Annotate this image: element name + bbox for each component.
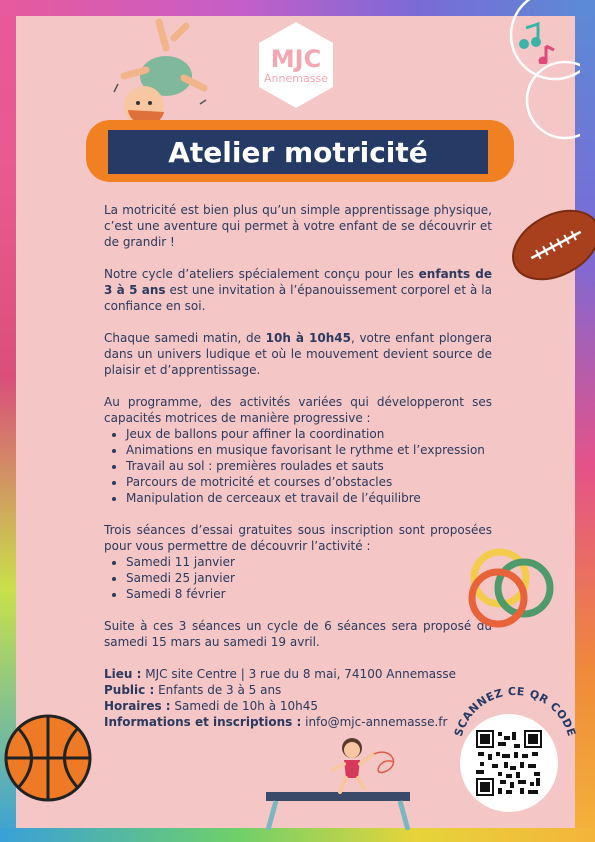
text-span: est une invitation à l’épanouissement corporel et à la confiance en soi. bbox=[104, 283, 492, 313]
list-item: • Samedi 8 février bbox=[126, 586, 492, 602]
program-paragraph: Au programme, des activités variées qui développeront ses capacités motrices de manière progressive : bbox=[104, 395, 492, 425]
info-value: Enfants de 3 à 5 ans bbox=[154, 683, 282, 697]
page-title: Atelier motricité bbox=[108, 130, 488, 174]
list-item: • Samedi 11 janvier bbox=[126, 554, 492, 570]
age-highlight: enfants de 3 à 5 ans bbox=[104, 267, 492, 297]
body-text bbox=[104, 202, 492, 730]
child-cartwheel-illustration bbox=[104, 18, 214, 136]
cycle-paragraph bbox=[104, 266, 492, 314]
info-label: Horaires : bbox=[104, 699, 171, 713]
intro-paragraph: La motricité est bien plus qu’un simple apprentissage physique, c’est une aventure qui permet à votre enfant de se découvrir et de grandir ! bbox=[104, 203, 492, 249]
girl-balance-beam-illustration bbox=[262, 726, 414, 830]
basketball-icon bbox=[2, 712, 94, 804]
list-item: • Travail au sol : premières roulades et sauts bbox=[126, 458, 492, 474]
list-item: • Samedi 25 janvier bbox=[126, 570, 492, 586]
music-notes-icon bbox=[516, 18, 562, 64]
info-value: Samedi de 10h à 10h45 bbox=[170, 699, 319, 713]
mjc-logo bbox=[257, 20, 335, 110]
list-item: • Parcours de motricité et courses d’obstacles bbox=[126, 474, 492, 490]
qr-code[interactable] bbox=[476, 730, 542, 796]
frame-bottom bbox=[0, 828, 595, 842]
contact-email[interactable]: info@mjc-annemasse.fr bbox=[301, 715, 448, 729]
activities-list bbox=[104, 426, 492, 506]
american-football-icon bbox=[506, 200, 595, 290]
trial-paragraph: Trois séances d’essai gratuites sous inscription sont proposées pour vous permettre de découvrir l’activité : bbox=[104, 523, 492, 553]
cycle-dates-paragraph: Suite à ces 3 séances un cycle de 6 séances sera proposé du samedi 15 mars au samedi 19 avril. bbox=[104, 619, 492, 649]
text-span: Notre cycle d’ateliers spécialement conçu pour les bbox=[104, 267, 419, 281]
info-horaires bbox=[104, 698, 492, 714]
svg-text:MJC: MJC bbox=[270, 45, 322, 73]
schedule-paragraph bbox=[104, 330, 492, 378]
list-item: • Jeux de ballons pour affiner la coordination bbox=[126, 426, 492, 442]
info-public bbox=[104, 682, 492, 698]
info-value: MJC site Centre | 3 rue du 8 mai, 74100 Annemasse bbox=[141, 667, 457, 681]
info-lieu bbox=[104, 666, 492, 682]
list-item: • Animations en musique favorisant le rythme et l’expression bbox=[126, 442, 492, 458]
practical-info bbox=[104, 666, 492, 730]
sessions-list bbox=[104, 554, 492, 602]
text-span: , votre enfant plongera dans un univers ludique et où le mouvement devient source de plaisir et d’apprentissage. bbox=[104, 331, 493, 377]
gym-rings-icon bbox=[462, 540, 557, 635]
info-label: Public : bbox=[104, 683, 155, 697]
info-label: Informations et inscriptions : bbox=[104, 715, 302, 729]
svg-text:Annemasse: Annemasse bbox=[264, 72, 328, 85]
svg-text:SCANNEZ CE QR CODE: SCANNEZ CE QR CODE bbox=[451, 684, 579, 739]
info-label: Lieu : bbox=[104, 667, 142, 681]
text-span: Chaque samedi matin, de bbox=[104, 331, 266, 345]
list-item: • Manipulation de cerceaux et travail de l’équilibre bbox=[126, 490, 492, 506]
time-highlight: 10h à 10h45 bbox=[265, 331, 351, 345]
